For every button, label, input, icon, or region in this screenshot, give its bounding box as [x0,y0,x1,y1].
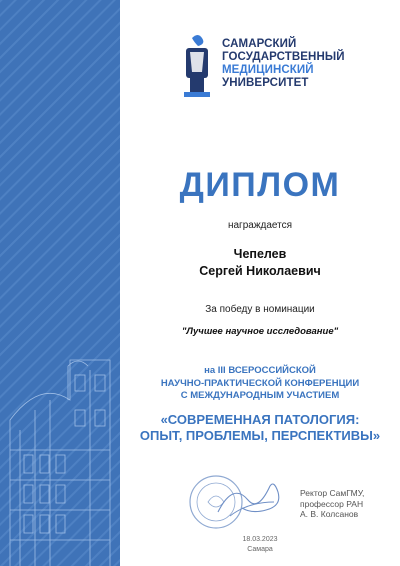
nomination-intro: За победу в номинации [205,304,315,315]
signatory-name: А. В. Колсанов [300,509,359,519]
signatory [300,488,364,520]
university-name [222,38,345,90]
conference-line1: на III ВСЕРОССИЙСКОЙ [204,365,316,376]
building-pattern [0,0,130,566]
signatory-title: профессор РАН [300,498,364,509]
recipient-name [120,246,400,280]
university-name-line1: САМАРСКИЙ [222,38,297,50]
university-name-line4: УНИВЕРСИТЕТ [222,77,309,89]
seal-and-signature [178,472,288,534]
recipient-surname: Чепелев [233,247,287,261]
decorative-band [0,0,130,566]
diploma-title: ДИПЛОМ [179,166,341,204]
issue-city: Самара [247,546,273,553]
university-emblem-icon [178,32,216,100]
awarded-label: награждается [227,220,293,231]
university-name-line2: ГОСУДАРСТВЕННЫЙ [222,51,345,63]
conference-line3: С МЕЖДУНАРОДНЫМ УЧАСТИЕМ [180,390,340,401]
recipient-given-names: Сергей Николаевич [199,264,321,278]
conference-line2: НАУЧНО-ПРАКТИЧЕСКОЙ КОНФЕРЕНЦИИ [160,377,360,389]
conference-description [120,365,400,403]
conference-title-line1: «СОВРЕМЕННАЯ ПАТОЛОГИЯ: [160,412,360,427]
signatory-position: Ректор СамГМУ, [300,488,365,498]
conference-title-line2: ОПЫТ, ПРОБЛЕМЫ, ПЕРСПЕКТИВЫ» [139,428,381,443]
nomination-title: "Лучшее научное исследование" [181,326,339,337]
issue-date: 18.03.2023 [242,536,278,543]
conference-title [120,412,400,444]
university-name-line3: МЕДИЦИНСКИЙ [222,64,314,76]
university-logo [178,32,388,102]
footer [120,535,400,555]
